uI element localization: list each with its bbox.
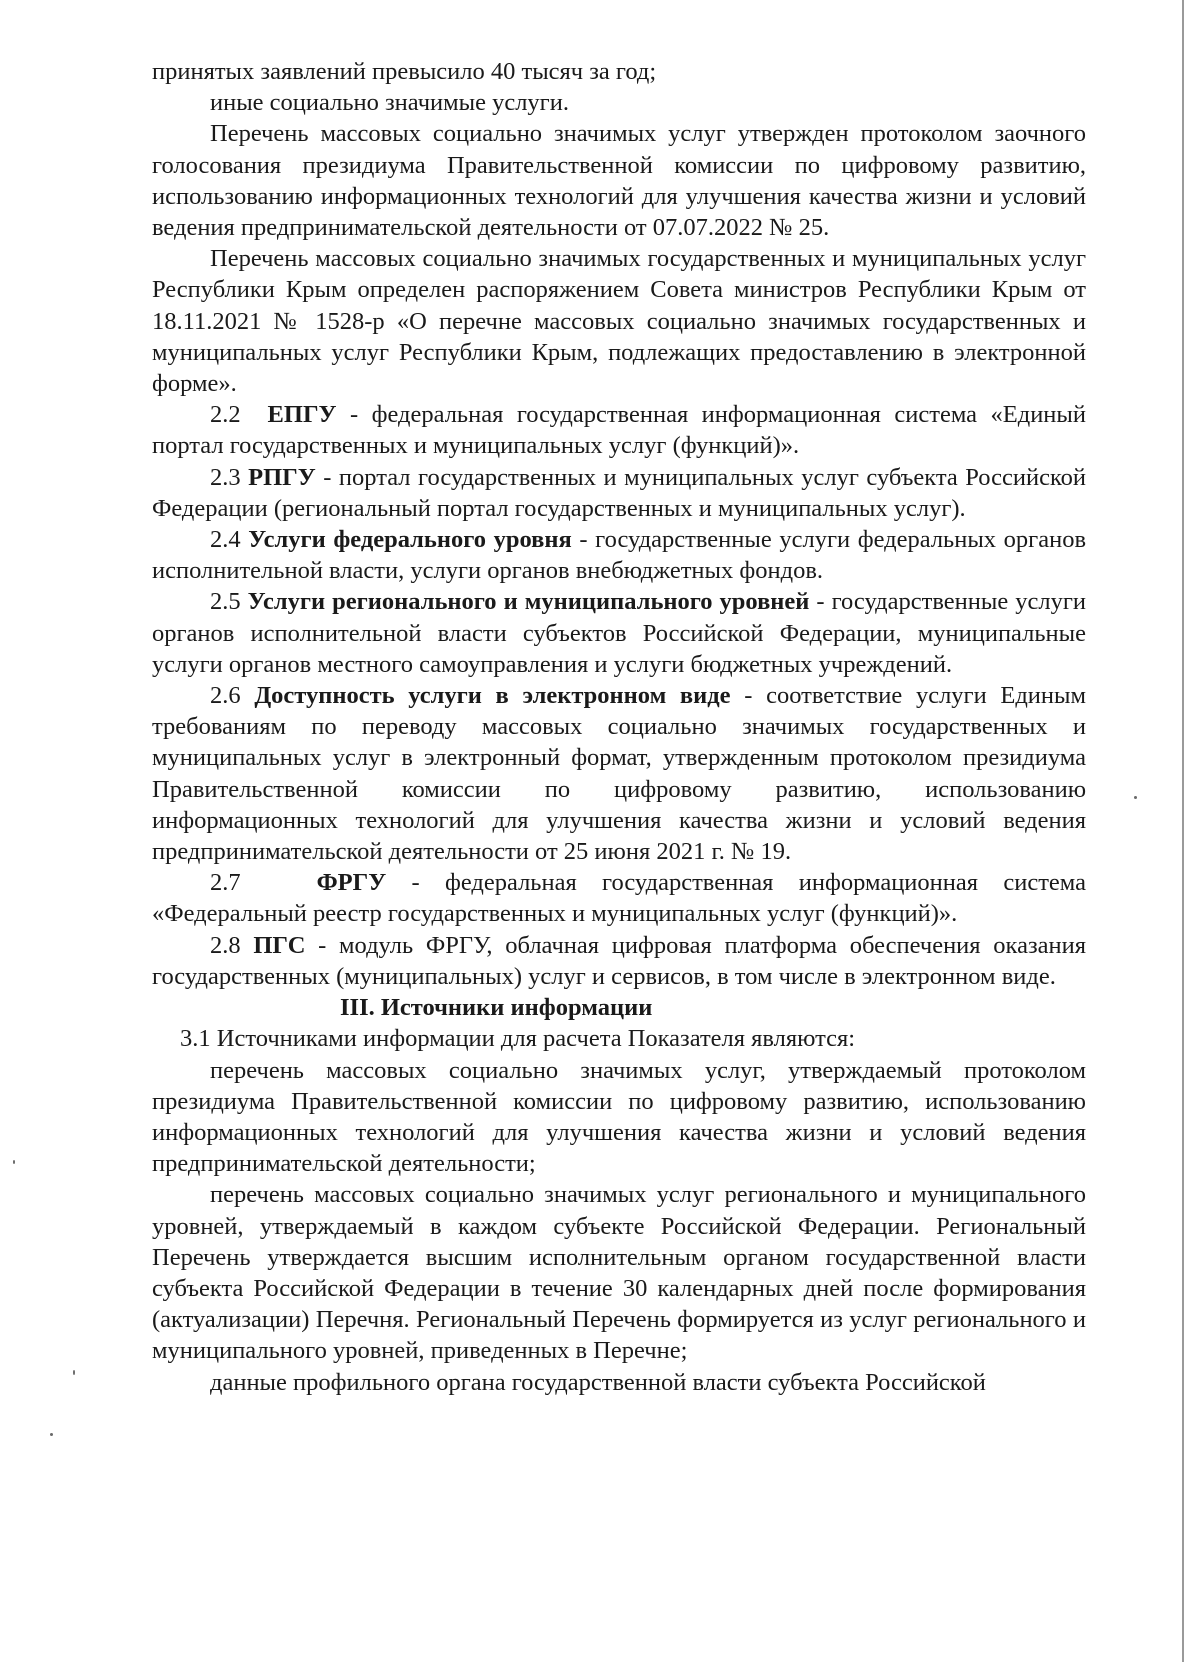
paragraph-source-authority-data: данные профильного органа государственной власти субъекта Российской — [210, 1368, 986, 1396]
section-title: III. Источники информации — [340, 994, 653, 1022]
definition-regional-services: 2.5 Услуги регионального и муниципального уровней - государственные услуги органов исполнительной власти субъектов Российской Федерации, муниципальные услуги органов местного самоуправления и услуги бюджетных учреждений. — [152, 588, 1086, 678]
definition-term: РПГУ — [248, 463, 316, 491]
definition-federal-services: 2.4 Услуги федерального уровня - государственные услуги федеральных органов исполнительной власти, услуги органов внебюджетных фондов. — [152, 526, 1087, 585]
definition-term: Услуги регионального и муниципального уровней — [247, 588, 810, 616]
definition-epgu: 2.2 ЕПГУ - федеральная государственная информационная система «Единый портал государственных и муниципальных услуг (функций)». — [152, 401, 1086, 460]
scan-speck — [1134, 796, 1137, 799]
definition-term: Услуги федерального уровня — [248, 526, 572, 554]
scan-speck — [73, 1370, 75, 1375]
scan-edge-line — [1182, 0, 1184, 1662]
paragraph-continuation: принятых заявлений превысило 40 тысяч за год; — [152, 58, 657, 85]
paragraph-source-regional-list: перечень массовых социально значимых услуг регионального и муниципального уровней, утверждаемый в каждом субъекте Российской Федерации. Региональный Перечень утверждается высшим исполнительным органом государственной власти субъекта Российской Федерации в течение 30 календарных дней после формирования (актуализации) Перечня. Региональный Перечень формируется из услуг регионального и муниципального уровней, приведенных в Перечне; — [152, 1181, 1086, 1365]
definition-term: ЕПГУ — [267, 401, 337, 429]
scan-speck — [13, 1160, 15, 1164]
definition-term: Доступность услуги в электронном виде — [254, 682, 731, 710]
paragraph-other-services: иные социально значимые услуги. — [210, 89, 569, 117]
definition-term: ФРГУ — [316, 869, 387, 897]
definition-term: ПГС — [253, 931, 306, 959]
definition-pgs: 2.8 ПГС - модуль ФРГУ, облачная цифровая платформа обеспечения оказания государственных (муниципальных) услуг и сервисов, в том числе в электронном виде. — [152, 931, 1087, 990]
paragraph-source-federal-list: перечень массовых социально значимых услуг, утверждаемый протоколом президиума Правительственной комиссии по цифровому развитию, использованию информационных технологий для улучшения качества жизни и условий ведения предпринимательской деятельности; — [152, 1056, 1086, 1178]
paragraph-federal-list: Перечень массовых социально значимых услуг утвержден протоколом заочного голосования президиума Правительственной комиссии по цифровому развитию, использованию информационных технологий для улучшения качества жизни и условий ведения предпринимательской деятельности от 07.07.2022 № 25. — [152, 120, 1086, 242]
definition-frgu: 2.7 ФРГУ - федеральная государственная информационная система «Федеральный реестр государственных и муниципальных услуг (функций)». — [152, 869, 1087, 928]
definition-availability: 2.6 Доступность услуги в электронном виде - соответствие услуги Единым требованиям по переводу массовых социально значимых государственных и муниципальных услуг в электронный формат, утвержденным протоколом президиума Правительственной комиссии по цифровому развитию, использованию информационных технологий для улучшения качества жизни и условий ведения предпринимательской деятельности от 25 июня 2021 г. № 19. — [152, 682, 1086, 866]
paragraph-sources-intro: 3.1 Источниками информации для расчета Показателя являются: — [180, 1025, 856, 1053]
document-body — [152, 56, 1086, 1398]
paragraph-crimea-list: Перечень массовых социально значимых государственных и муниципальных услуг Республики Крым определен распоряжением Совета министров Республики Крым от 18.11.2021 № 1528-р «О перечне массовых социально значимых государственных и муниципальных услуг Республики Крым, подлежащих предоставлению в электронной форме». — [152, 245, 1086, 398]
definition-rpgu: 2.3 РПГУ - портал государственных и муниципальных услуг субъекта Российской Федерации (региональный портал государственных и муниципальных услуг). — [152, 463, 1086, 522]
scan-speck — [50, 1433, 53, 1436]
